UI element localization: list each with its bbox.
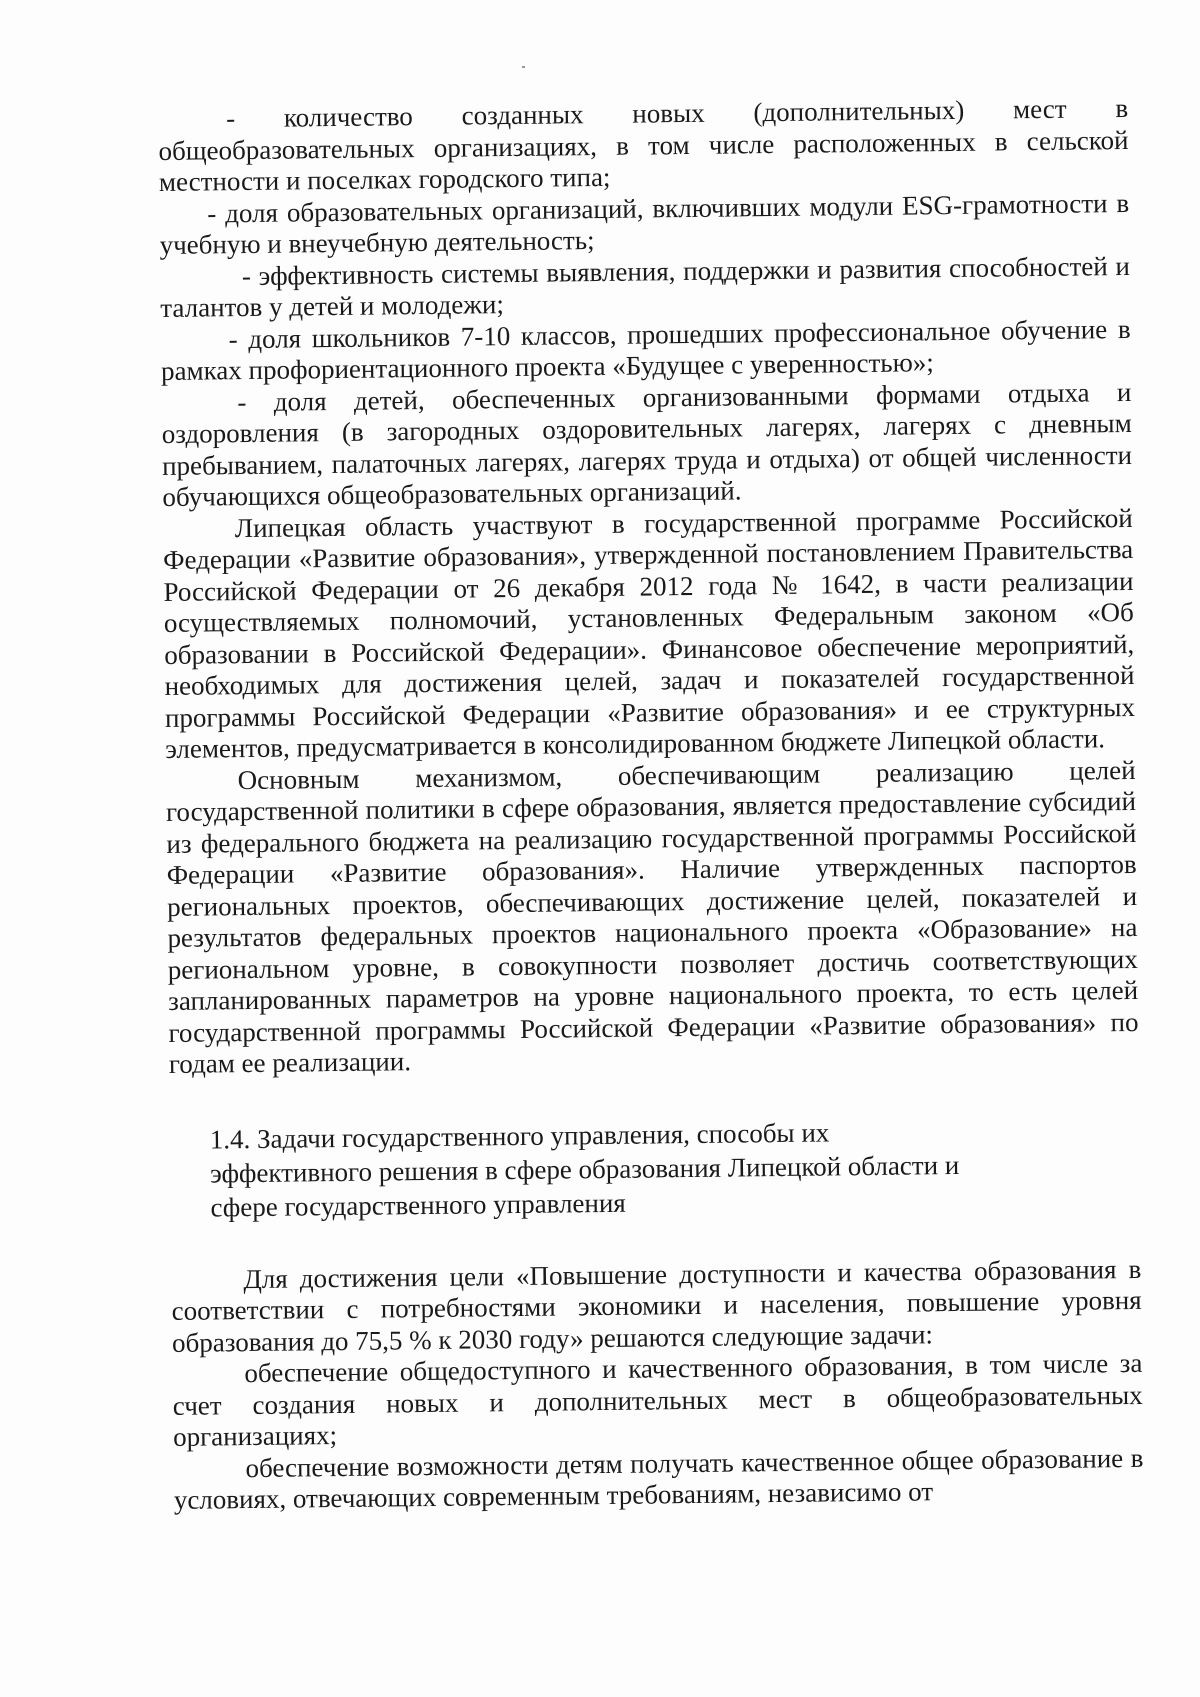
heading-line: 1.4. Задачи государственного управления, способы их xyxy=(209,1116,830,1154)
document-body xyxy=(158,93,1144,1516)
list-item: - доля образовательных организаций, включивших модули ESG-грамотности в учебную и внеучебную деятельность; xyxy=(159,187,1130,260)
list-item: - доля школьников 7-10 классов, прошедших профессиональное обучение в рамках профориентационного проекта «Будущее с уверенностью»; xyxy=(160,313,1131,386)
list-item: - доля детей, обеспеченных организованными формами отдыха и оздоровления (в загородных оздоровительных лагерях, лагерях с дневным пребыванием, палаточных лагерях, лагерях труда и отдыха) от общей численности обучающихся общеобразовательных организаций. xyxy=(161,376,1133,512)
section-heading xyxy=(210,1112,1101,1224)
list-item: - эффективность системы выявления, поддержки и развития способностей и талантов у детей и молодежи; xyxy=(160,250,1131,323)
scan-speck xyxy=(522,66,525,68)
heading-line: сфере государственного управления xyxy=(210,1187,626,1222)
task-item: обеспечение общедоступного и качественного образования, в том числе за счет создания новых и дополнительных мест в общеобразовательных организациях; xyxy=(172,1347,1143,1452)
task-item: обеспечение возможности детям получать качественное общее образование в условиях, отвечающих современным требованиям, независимо от xyxy=(173,1442,1144,1515)
paragraph-mechanism: Основным механизмом, обеспечивающим реализацию целей государственной политики в сфере образования, является предоставление субсидий из федерального бюджета на реализацию государственной программы Российской Федерации «Развитие образования». Наличие утвержденных паспортов региональных проектов, обеспечивающих достижение целей, показателей и результатов федеральных проектов национального проекта «Образование» на региональном уровне, в совокупности позволяет достичь соответствующих запланированных параметров на уровне национального проекта, то есть целей государственной программы Российской Федерации «Развитие образования» по годам ее реализации. xyxy=(165,754,1139,1079)
list-item: - количество созданных новых (дополнительных) мест в общеобразовательных организациях, в том числе расположенных в сельской местности и поселках городского типа; xyxy=(158,92,1129,197)
section-intro: Для достижения цели «Повышение доступности и качества образования в соответствии с потребностями экономики и населения, повышение уровня образования до 75,5 % к 2030 году» решаются следующие задачи: xyxy=(171,1253,1142,1358)
paragraph-program: Липецкая область участвуют в государственной программе Российской Федерации «Развитие образования», утвержденной постановлением Правительства Российской Федерации от 26 декабря 2012 года № 1642, в части реализации осуществляемых полномочий, установленных Федеральным законом «Об образовании в Российской Федерации». Финансовое обеспечение мероприятий, необходимых для достижения целей, задач и показателей государственной программы Российской Федерации «Развитие образования» и ее структурных элементов, предусматривается в консолидированном бюджете Липецкой области. xyxy=(163,502,1136,764)
heading-line: эффективного решения в сфере образования Липецкой области и xyxy=(209,1149,960,1188)
